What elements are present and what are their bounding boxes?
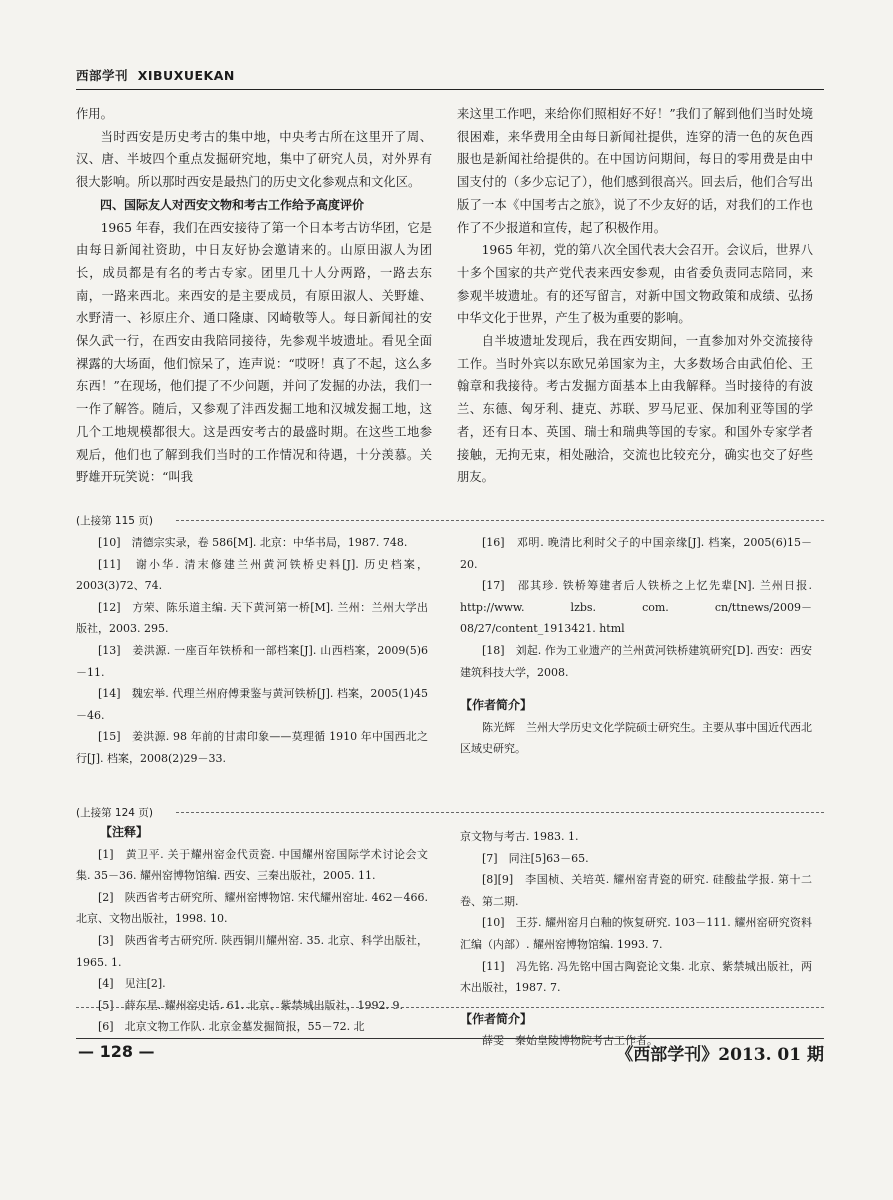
paragraph: 作用。 <box>76 107 113 121</box>
notes-right-column <box>460 826 812 1052</box>
reference-item: [12] 方荣、陈乐道主编. 天下黄河第一桥[M]. 兰州：兰州大学出版社，2003. 295. <box>76 600 428 636</box>
notes-left-column <box>76 822 428 1038</box>
author-bio-heading: 【作者简介】 <box>460 698 533 713</box>
paragraph: [11] 冯先铭. 冯先铭中国古陶瓷论文集. 北京、紫禁城出版社，两木出版社，1987. 7. <box>460 959 812 995</box>
journal-title: 西部学刊 <box>76 68 129 83</box>
reference-item: [5] 薛东星. 耀州窑史话. 61. 北京、紫禁城出版社，1992. 9. <box>98 998 404 1012</box>
continuation-label: (上接第 124 页) <box>76 805 159 820</box>
paragraph: 当时西安是历史考古的集中地，中央考古所在这里开了周、汉、唐、半坡四个重点发掘研究地，集中了研究人员，对外界有很大影响。所以那时西安是最热门的历史文化参观点和文化区。 <box>76 129 432 190</box>
page-number: — 128 — <box>78 1042 155 1061</box>
continuation-divider-1 <box>76 513 824 527</box>
paragraph: 四、国际友人对西安文物和考古工作给予高度评价 <box>100 197 365 212</box>
author-bio-text: 陈光辉 兰州大学历史文化学院硕士研究生。主要从事中国近代西北区域史研究。 <box>460 720 812 756</box>
reference-item: [15] 姜洪源. 98 年前的甘肃印象——莫理循 1910 年中国西北之行[J]. 档案，2008(2)29－33. <box>76 730 428 765</box>
journal-issue: 《西部学刊》2013. 01 期 <box>616 1045 824 1065</box>
running-header <box>76 66 824 84</box>
footer-rule <box>76 1038 824 1039</box>
article-right-column <box>457 103 813 489</box>
reference-item: [14] 魏宏举. 代理兰州府傅秉鉴与黄河铁桥[J]. 档案，2005(1)45－46. <box>76 687 428 722</box>
reference-item: [2] 陕西省考古研究所、耀州窑博物馆. 宋代耀州窑址. 462－466. 北京、文物出版社，1998. 10. <box>76 890 428 926</box>
reference-item: [11] 谢小华. 清末修建兰州黄河铁桥史料[J]. 历史档案，2003(3)72、74. <box>76 557 428 593</box>
continuation-label: (上接第 115 页) <box>76 513 159 528</box>
reference-item: [18] 刘起. 作为工业遗产的兰州黄河铁桥建筑研究[D]. 西安：西安建筑科技大学，2008. <box>460 643 812 679</box>
paragraph: [10] 王芬. 耀州窑月白釉的恢复研究. 103－111. 耀州窑研究资料汇编（内部）. 耀州窑博物馆编. 1993. 7. <box>460 916 812 951</box>
continuation-divider-2 <box>76 805 824 819</box>
paragraph: 京文物与考古. 1983. 1. <box>460 830 579 843</box>
header-rule <box>76 89 824 90</box>
article-left-column <box>76 103 432 489</box>
dashed-rule <box>176 520 824 521</box>
paragraph: 1965 年春，我们在西安接待了第一个日本考古访华团，它是由每日新闻社资助，中日友好协会邀请来的。山原田淑人为团长，成员都是有名的考古专家。团里几十人分两路，一路去东南，一路来西北。来西安的是主要成员，有原田淑人、关野雄、水野清一、衫原庄介、通口隆康、冈崎敬等人。每日新闻社的安保久武一行，在西安由我陪同接待，先参观半坡遗址。看见全面裸露的大场面，他们惊呆了，连声说：“哎呀！真了不起，这么多东西！”在现场，他们提了不少问题，并问了发掘的办法，我们一一作了解答。随后，又参观了沣西发掘工地和汉城发掘工地，这几个工地规模都很大。这是西安考古的最盛时期。在这些工地参观后，他们也了解到我们当时的工作情况和待遇，十分羡慕。关野雄开玩笑说：“叫我 <box>76 220 432 485</box>
section-bottom-rule <box>76 1007 824 1008</box>
paragraph: [8][9] 李国桢、关培英. 耀州窑青瓷的研究. 硅酸盐学报. 第十二卷、第二期. <box>460 873 812 908</box>
paragraph: 1965 年初，党的第八次全国代表大会召开。会议后，世界八十多个国家的共产党代表来西安参观，由省委负责同志陪同，来参观半坡遗址。有的还写留言，对新中国文物政策和成绩、弘扬中华文化于世界，产生了极为重要的影响。 <box>457 243 813 326</box>
journal-pinyin: XIBUXUEKAN <box>137 68 235 83</box>
reference-item: [10] 清德宗实录，卷 586[M]. 北京：中华书局，1987. 748. <box>98 536 408 549</box>
reference-item: [16] 邓明. 晚清比利时父子的中国亲缘[J]. 档案，2005(6)15－20. <box>460 536 812 571</box>
author-bio-heading: 【作者简介】 <box>460 1011 533 1026</box>
references-right-column <box>460 532 812 760</box>
reference-item: [3] 陕西省考古研究所. 陕西铜川耀州窑. 35. 北京、科学出版社，1965. 1. <box>76 933 428 969</box>
reference-item: [17] 邵其珍. 铁桥筹建者后人铁桥之上忆先辈[N]. 兰州日报. http://www. lzbs. com. cn/ttnews/2009－08/27/content_1913421. html <box>460 579 812 636</box>
paragraph: 自半坡遗址发现后，我在西安期间，一直参加对外交流接待工作。当时外宾以东欧兄弟国家为主，大多数场合由武伯伦、王翰章和我接待。考古发掘方面基本上由我解释。当时接待的有波兰、东德、匈牙利、捷克、苏联、罗马尼亚、保加利亚等国的学者，还有日本、英国、瑞士和瑞典等国的专家。和国外专家学者接触，无拘无束，相处融洽，交流也比较充分，确实也交了好些朋友。 <box>457 334 813 485</box>
reference-item: [6] 北京文物工作队. 北京金墓发掘简报，55－72. 北 <box>98 1020 365 1034</box>
reference-item: [4] 见注[2]. <box>98 977 166 991</box>
reference-item: [1] 黄卫平. 关于耀州窑金代贡瓷. 中国耀州窑国际学术讨论会文集. 35－36. 耀州窑博物馆编. 西安、三秦出版社，2005. 11. <box>76 847 428 883</box>
dashed-rule <box>176 812 824 813</box>
references-left-column <box>76 532 428 770</box>
paragraph: [7] 同注[5]63－65. <box>482 851 589 865</box>
paragraph: 来这里工作吧，来给你们照相好不好！”我们了解到他们当时处境很困难，来华费用全由每日新闻社提供，连穿的清一色的灰色西服也是新闻社给提供的。在中国访问期间，每日的零用费是由中国支付的（多少忘记了），他们感到很高兴。回去后，他们合写出版了一本《中国考古之旅》，说了不少友好的话，对我们的工作也作了不少报道和宣传，起了积极作用。 <box>457 107 813 235</box>
notes-heading: 【注释】 <box>100 825 149 839</box>
author-bio-text: 薛雯 秦始皇陵博物院考古工作者。 <box>482 1034 658 1048</box>
reference-item: [13] 姜洪源. 一座百年铁桥和一部档案[J]. 山西档案，2009(5)6－11. <box>76 643 428 679</box>
